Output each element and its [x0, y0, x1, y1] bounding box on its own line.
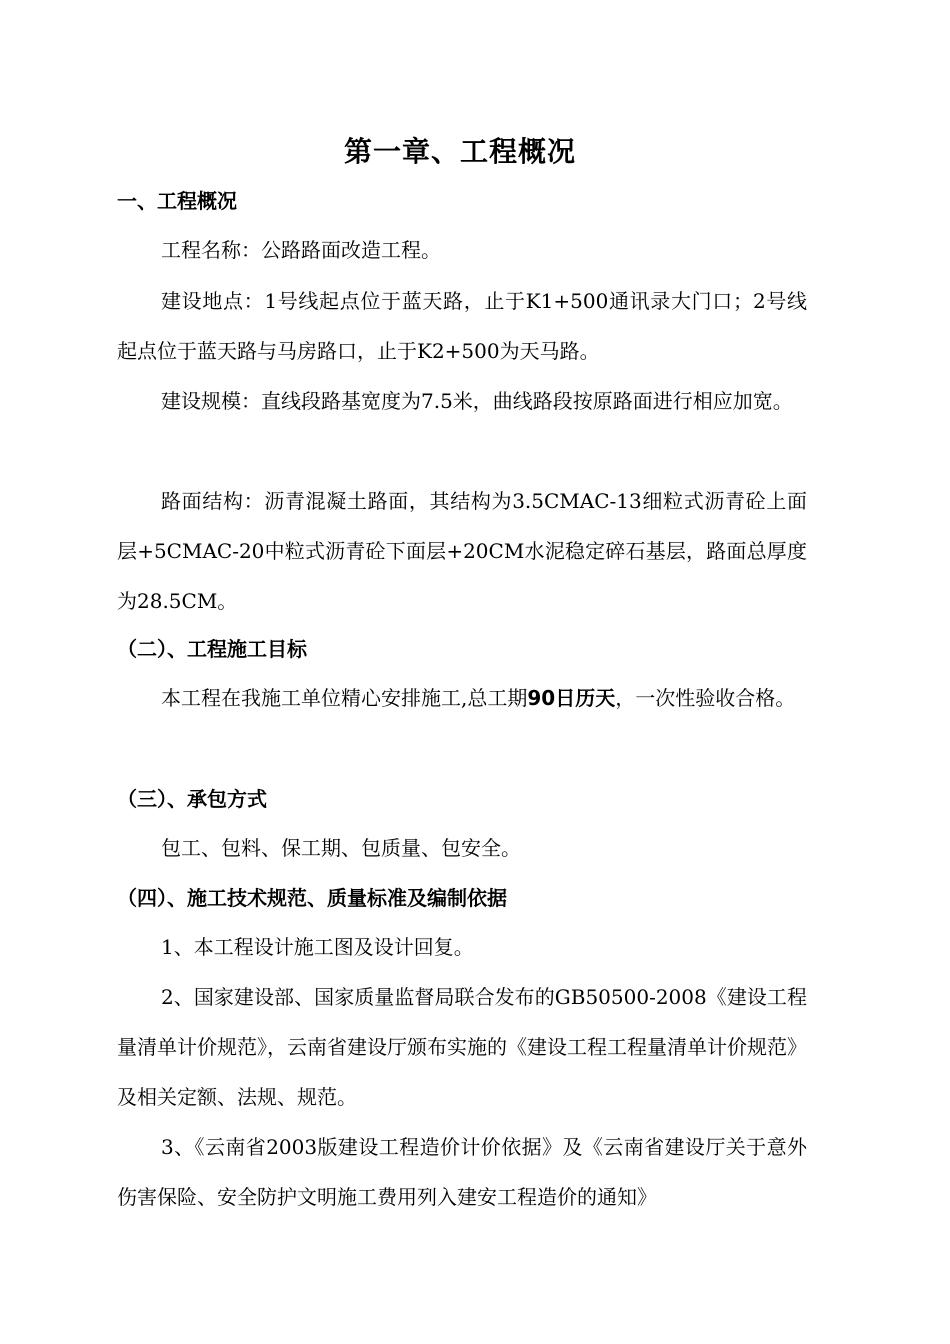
- chapter-title: 第一章、工程概况: [343, 135, 576, 168]
- section-heading-contract: （三）、承包方式: [117, 787, 267, 811]
- paragraph-location: 建设地点：1号线起点位于蓝天路，止于K1+500通讯录大门口；2号线起点位于蓝天路与马房路口，止于K2+500为天马路。: [117, 289, 807, 363]
- paragraph-structure: 路面结构：沥青混凝土路面，其结构为3.5CMAC-13细粒式沥青砼上面层+5CMAC-20中粒式沥青砼下面层+20CM水泥稳定碎石基层，路面总厚度为28.5CM。: [117, 489, 807, 613]
- paragraph-goal: [117, 673, 807, 723]
- goal-text-start: 本工程在我施工单位精心安排施工,总工期: [161, 686, 528, 710]
- paragraph-contract: 包工、包料、保工期、包质量、包安全。: [161, 836, 521, 860]
- section-heading-standards: （四）、施工技术规范、质量标准及编制依据: [117, 886, 507, 910]
- goal-text-end: ，一次性验收合格。: [615, 686, 796, 710]
- paragraph-standards-item-1: 1、本工程设计施工图及设计回复。: [161, 935, 474, 959]
- goal-duration: 90日历天: [527, 686, 616, 710]
- paragraph-project-name: 工程名称：公路路面改造工程。: [161, 238, 441, 262]
- paragraph-scale: 建设规模：直线段路基宽度为7.5米，曲线路段按原路面进行相应加宽。: [161, 389, 793, 413]
- section-heading-goal: （二）、工程施工目标: [117, 637, 307, 661]
- section-heading-overview: 一、工程概况: [117, 189, 237, 213]
- paragraph-standards-item-2: 2、国家建设部、国家质量监督局联合发布的GB50500-2008《建设工程量清单计价规范》，云南省建设厅颁布实施的《建设工程工程量清单计价规范》及相关定额、法规、规范。: [117, 985, 807, 1109]
- paragraph-standards-item-3: 3、《云南省2003版建设工程造价计价依据》及《云南省建设厅关于意外伤害保险、安全防护文明施工费用列入建安工程造价的通知》: [117, 1135, 807, 1209]
